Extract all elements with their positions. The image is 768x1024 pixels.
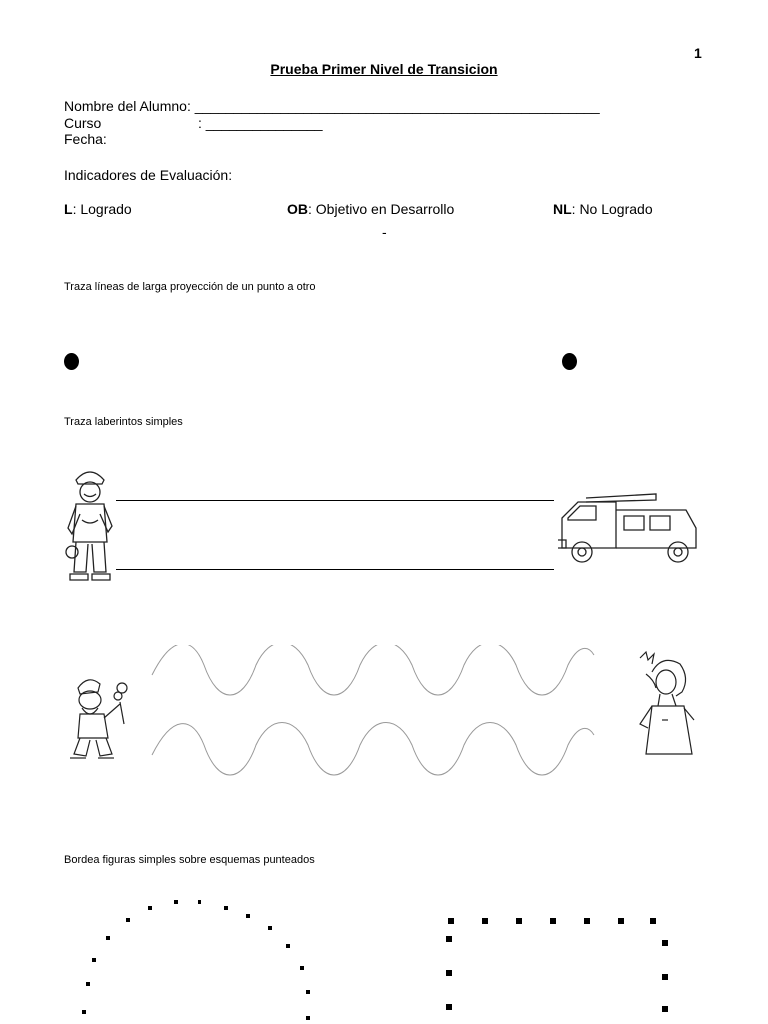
course-field: : _______________	[198, 115, 323, 131]
indicator-desarrollo-code: OB	[287, 201, 308, 217]
indicator-nologrado	[553, 201, 653, 217]
maze-instruction: Traza laberintos simples	[64, 416, 183, 428]
end-dot	[562, 353, 577, 370]
wave-line-1	[152, 645, 594, 695]
indicator-logrado	[64, 201, 132, 217]
indicator-nologrado-text: : No Logrado	[571, 201, 653, 217]
dotted-square-shape	[440, 912, 680, 1024]
indicator-desarrollo	[287, 201, 454, 217]
indicator-desarrollo-text: : Objetivo en Desarrollo	[308, 201, 455, 217]
snow-white-illustration	[632, 650, 702, 756]
student-name-field: Nombre del Alumno: ____________________________________________________	[64, 98, 600, 114]
date-label: Fecha:	[64, 131, 107, 147]
dotted-arch-shape	[60, 890, 340, 1024]
dwarf-illustration	[68, 674, 138, 762]
maze-line-top	[116, 500, 554, 501]
border-instruction: Bordea figuras simples sobre esquemas punteados	[64, 854, 315, 866]
dash-mark: -	[382, 224, 387, 240]
wave-maze	[148, 645, 600, 785]
indicator-logrado-text: : Logrado	[72, 201, 132, 217]
fire-truck-illustration	[556, 488, 702, 570]
page-title: Prueba Primer Nivel de Transicion	[270, 61, 498, 77]
course-label: Curso	[64, 115, 102, 131]
maze-line-bottom	[116, 569, 554, 570]
page-number: 1	[694, 45, 702, 61]
indicators-heading: Indicadores de Evaluación:	[64, 167, 233, 183]
start-dot	[64, 353, 79, 370]
indicator-logrado-code: L	[64, 201, 73, 217]
lines-instruction: Traza líneas de larga proyección de un punto a otro	[64, 281, 316, 293]
wave-line-2	[152, 723, 594, 776]
firefighter-illustration	[62, 462, 118, 584]
indicator-nologrado-code: NL	[553, 201, 572, 217]
